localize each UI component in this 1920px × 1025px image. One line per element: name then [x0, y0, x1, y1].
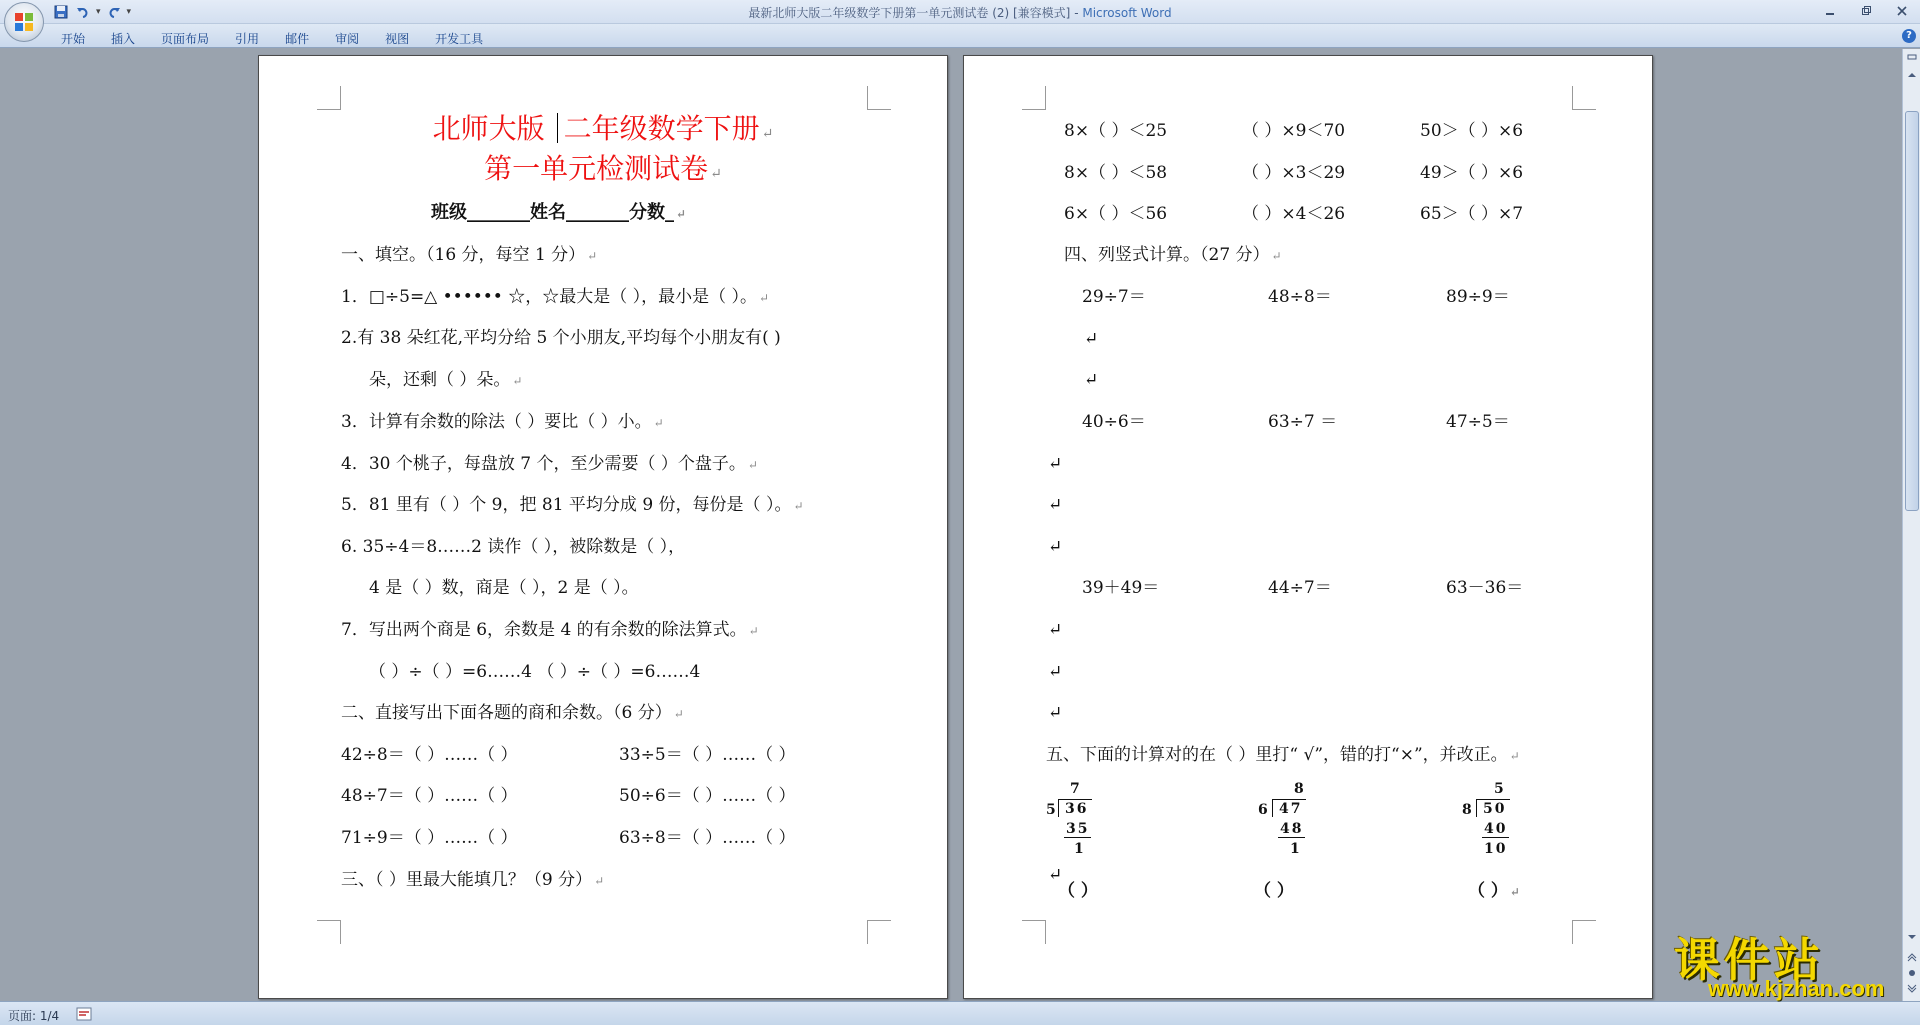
division-item: [619, 827, 796, 849]
question-4: [341, 453, 758, 476]
compare-item-text: （ ）×3＜29: [1242, 163, 1346, 183]
long-division-2: [1258, 781, 1378, 861]
tab-view[interactable]: 视图: [385, 32, 410, 46]
paragraph-mark: ↵: [594, 874, 605, 888]
restore-icon[interactable]: [1848, 0, 1884, 22]
calc-item-text: 47÷5＝: [1446, 412, 1510, 432]
answer-box: [1254, 880, 1294, 902]
calc-item-text: 89÷9＝: [1446, 287, 1510, 307]
document-name: 最新北师大版二年级数学下册第一单元测试卷 (2) [兼容模式]: [748, 6, 1071, 20]
scroll-up-icon[interactable]: [1904, 67, 1920, 83]
calc-item-text: 40÷6＝: [1082, 412, 1146, 432]
scrollbar-thumb[interactable]: [1905, 111, 1919, 511]
answer-box: [1468, 880, 1520, 903]
section-5-title-text: 五、下面的计算对的在（ ）里打“ √”，错的打“×”，并改正。: [1046, 745, 1508, 765]
question-6: [341, 536, 685, 558]
paragraph-mark: ↵: [1048, 537, 1063, 557]
division-item: [341, 827, 518, 849]
crop-mark: [867, 86, 891, 110]
question-7-blanks: [369, 661, 700, 683]
tab-home[interactable]: 开始: [61, 32, 86, 46]
paragraph-mark: ↵: [1048, 703, 1063, 723]
compare-item-text: 50＞（ ）×6: [1420, 121, 1524, 141]
compare-item: [1242, 120, 1345, 142]
paragraph-mark: ↵: [1048, 865, 1063, 885]
paragraph-mark: ↵: [676, 207, 687, 221]
calc-item: [1446, 577, 1523, 599]
tab-page-layout[interactable]: 页面布局: [161, 32, 210, 46]
watermark-text: 课件站: [1674, 933, 1824, 987]
compare-item: [1420, 203, 1523, 225]
calc-item-text: 29÷7＝: [1082, 287, 1146, 307]
ruler-toggle-icon[interactable]: [1904, 49, 1920, 65]
calc-item: [1082, 411, 1146, 433]
crop-mark: [1572, 920, 1596, 944]
question-2-text: 2.有 38 朵红花,平均分给 5 个小朋友,平均每个小朋友有( ): [341, 328, 781, 348]
division-item-text: 48÷7＝（ ）……（ ）: [341, 786, 518, 806]
question-7-text: 7．写出两个商是 6，余数是 4 的有余数的除法算式。: [341, 620, 747, 640]
paragraph-mark: ↵: [1271, 249, 1282, 263]
document-page-1[interactable]: [258, 55, 948, 999]
office-button[interactable]: [4, 2, 44, 42]
question-6-cont-text: 4 是（ ）数，商是（ ），2 是（ ）。: [369, 578, 639, 598]
tab-insert[interactable]: 插入: [111, 32, 136, 46]
title-unit: 第一单元检测试卷: [484, 152, 709, 185]
section-2-title: [341, 702, 684, 725]
paragraph-mark: ↵: [673, 707, 684, 721]
app-name: Microsoft Word: [1082, 6, 1172, 20]
student-info-line: [431, 202, 686, 225]
remainder: 10: [1484, 841, 1508, 857]
section-3-title-text: 三、（ ）里最大能填几？（9 分）: [341, 870, 593, 890]
watermark-url: www.kjzhan.com: [1708, 976, 1885, 1001]
vertical-scrollbar[interactable]: [1902, 49, 1920, 1001]
section-1-title-text: 一、填空。（16 分，每空 1 分）: [341, 245, 586, 265]
title-publisher: 北师大版: [432, 112, 545, 145]
compare-item: [1420, 162, 1523, 184]
crop-mark: [1022, 86, 1046, 110]
crop-mark: [317, 86, 341, 110]
calc-item-text: 63－36＝: [1446, 578, 1524, 598]
calc-item-text: 39＋49＝: [1082, 578, 1160, 598]
paragraph-mark: ↵: [761, 126, 774, 142]
compare-item: [1242, 162, 1345, 184]
tab-developer[interactable]: 开发工具: [435, 32, 484, 46]
paragraph-mark: ↵: [1048, 620, 1063, 640]
question-1-text: 1．□÷5=△ •••••• ☆，☆最大是（ ），最小是（ ）。: [341, 287, 758, 307]
calc-item-text: 44÷7＝: [1268, 578, 1332, 598]
question-2: [341, 327, 781, 349]
ribbon-tabs: [48, 28, 496, 49]
undo-dropdown-icon[interactable]: ▾: [96, 7, 101, 17]
section-5-title: [1046, 744, 1520, 767]
section-1-title: [341, 244, 597, 267]
calc-item-text: 48÷8＝: [1268, 287, 1332, 307]
calc-item: [1082, 577, 1159, 599]
long-division-1: [1046, 781, 1166, 861]
page-subtitle: [259, 152, 947, 191]
page-title: [259, 112, 947, 151]
question-7-blanks-text: （ ）÷（ ）=6……4 （ ）÷（ ）=6……4: [369, 662, 701, 682]
division-item-text: 50÷6＝（ ）……（ ）: [619, 786, 796, 806]
divisor: 8: [1462, 802, 1472, 818]
title-bar: [0, 0, 1920, 24]
compare-item: [1064, 162, 1167, 184]
compare-item: [1420, 120, 1523, 142]
paragraph-mark: ↵: [1509, 885, 1520, 899]
crop-mark: [1022, 920, 1046, 944]
question-1: [341, 286, 769, 309]
crop-mark: [1572, 86, 1596, 110]
paragraph-mark: ↵: [1048, 454, 1063, 474]
product: 35: [1066, 821, 1090, 837]
divisor: 6: [1258, 802, 1268, 818]
compare-item-text: 6×（ ）＜56: [1064, 204, 1168, 224]
answer-box-text: （ ）: [1254, 881, 1294, 901]
paragraph-mark: ↵: [512, 374, 523, 388]
compare-item-text: 8×（ ）＜25: [1064, 121, 1168, 141]
division-item-text: 33÷5＝（ ）……（ ）: [619, 745, 796, 765]
paragraph-mark: ↵: [710, 166, 722, 182]
tab-review[interactable]: 审阅: [335, 32, 360, 46]
window-controls: [1812, 0, 1920, 22]
page-indicator[interactable]: 页面: 1/4: [8, 1009, 60, 1023]
question-3-text: 3．计算有余数的除法（ ）要比（ ）小。: [341, 412, 652, 432]
title-subject: 二年级数学下册: [563, 112, 760, 145]
division-item: [341, 744, 518, 766]
quotient: 5: [1494, 781, 1504, 797]
paragraph-mark: ↵: [587, 249, 598, 263]
compare-item-text: 65＞（ ）×7: [1420, 204, 1524, 224]
compare-item-text: （ ）×4＜26: [1242, 204, 1346, 224]
paragraph-mark: ↵: [1048, 495, 1063, 515]
division-item: [619, 785, 796, 807]
quotient: 8: [1294, 781, 1304, 797]
crop-mark: [317, 920, 341, 944]
dividend: 47: [1272, 799, 1306, 817]
quotient: 7: [1070, 781, 1080, 797]
section-3-title: [341, 869, 604, 892]
paragraph-mark: ↵: [759, 291, 770, 305]
question-6-text: 6. 35÷4＝8……2 读作（ ），被除数是（ ），: [341, 537, 686, 557]
text-cursor: [557, 113, 558, 143]
divisor: 5: [1046, 802, 1056, 818]
help-icon[interactable]: ?: [1902, 29, 1916, 43]
class-name-score-fields: 班级_______姓名_______分数_: [431, 202, 674, 223]
answer-box-text: （ ）: [1468, 881, 1508, 901]
question-2-cont-text: 朵，还剩（ ）朵。: [369, 370, 511, 390]
answer-box-text: （ ）: [1058, 881, 1098, 901]
paragraph-mark: ↵: [1509, 749, 1520, 763]
close-icon[interactable]: [1884, 0, 1920, 22]
calc-item: [1268, 577, 1332, 599]
watermark-logo: [1668, 924, 1918, 1002]
section-4-title-text: 四、列竖式计算。（27 分）: [1064, 245, 1270, 265]
office-logo-icon: [14, 12, 34, 32]
paragraph-mark: ↵: [1084, 370, 1099, 390]
window-title: [0, 4, 1920, 21]
proofing-status-icon[interactable]: [76, 1007, 92, 1021]
document-page-2[interactable]: [963, 55, 1653, 999]
calc-item: [1446, 286, 1510, 308]
customize-toolbar-icon[interactable]: ▾: [126, 7, 132, 17]
calc-item-text: 63÷7 ＝: [1268, 412, 1338, 432]
compare-item: [1064, 120, 1167, 142]
tab-references[interactable]: 引用: [235, 32, 260, 46]
calc-item: [1082, 286, 1146, 308]
crop-mark: [867, 920, 891, 944]
calc-item: [1268, 411, 1337, 433]
remainder: 1: [1074, 841, 1086, 857]
product: 48: [1280, 821, 1304, 837]
paragraph-mark: ↵: [653, 416, 664, 430]
question-6-cont: [369, 577, 639, 599]
minimize-icon[interactable]: [1812, 0, 1848, 22]
paragraph-mark: ↵: [747, 458, 758, 472]
tab-mailings[interactable]: 邮件: [285, 32, 310, 46]
question-7: [341, 619, 759, 642]
paragraph-mark: ↵: [1084, 329, 1099, 349]
compare-item: [1064, 203, 1167, 225]
section-4-title: [1064, 244, 1282, 267]
status-bar: [0, 1001, 1920, 1025]
division-item-text: 42÷8＝（ ）……（ ）: [341, 745, 518, 765]
compare-item-text: （ ）×9＜70: [1242, 121, 1346, 141]
question-5: [341, 494, 804, 517]
remainder: 1: [1290, 841, 1302, 857]
paragraph-mark: ↵: [793, 499, 804, 513]
section-2-title-text: 二、直接写出下面各题的商和余数。（6 分）: [341, 703, 672, 723]
division-item-text: 63÷8＝（ ）……（ ）: [619, 828, 796, 848]
answer-box: [1058, 880, 1098, 902]
division-item: [341, 785, 518, 807]
question-5-text: 5．81 里有（ ）个 9，把 81 平均分成 9 份，每份是（ ）。: [341, 495, 792, 515]
title-separator: -: [1070, 6, 1083, 20]
dividend: 36: [1058, 799, 1092, 817]
question-3: [341, 411, 664, 434]
paragraph-mark: ↵: [748, 624, 759, 638]
calc-item: [1268, 286, 1332, 308]
ribbon-tab-bar: [0, 24, 1920, 48]
compare-item-text: 49＞（ ）×6: [1420, 163, 1524, 183]
product: 40: [1484, 821, 1508, 837]
calc-item: [1446, 411, 1510, 433]
paragraph-mark: ↵: [1048, 662, 1063, 682]
compare-item-text: 8×（ ）＜58: [1064, 163, 1168, 183]
division-item-text: 71÷9＝（ ）……（ ）: [341, 828, 518, 848]
question-2-cont: [369, 369, 522, 392]
compare-item: [1242, 203, 1345, 225]
long-division-3: [1462, 781, 1582, 861]
division-item: [619, 744, 796, 766]
document-area[interactable]: [0, 49, 1902, 1001]
question-4-text: 4．30 个桃子，每盘放 7 个，至少需要（ ）个盘子。: [341, 454, 746, 474]
dividend: 50: [1476, 799, 1510, 817]
